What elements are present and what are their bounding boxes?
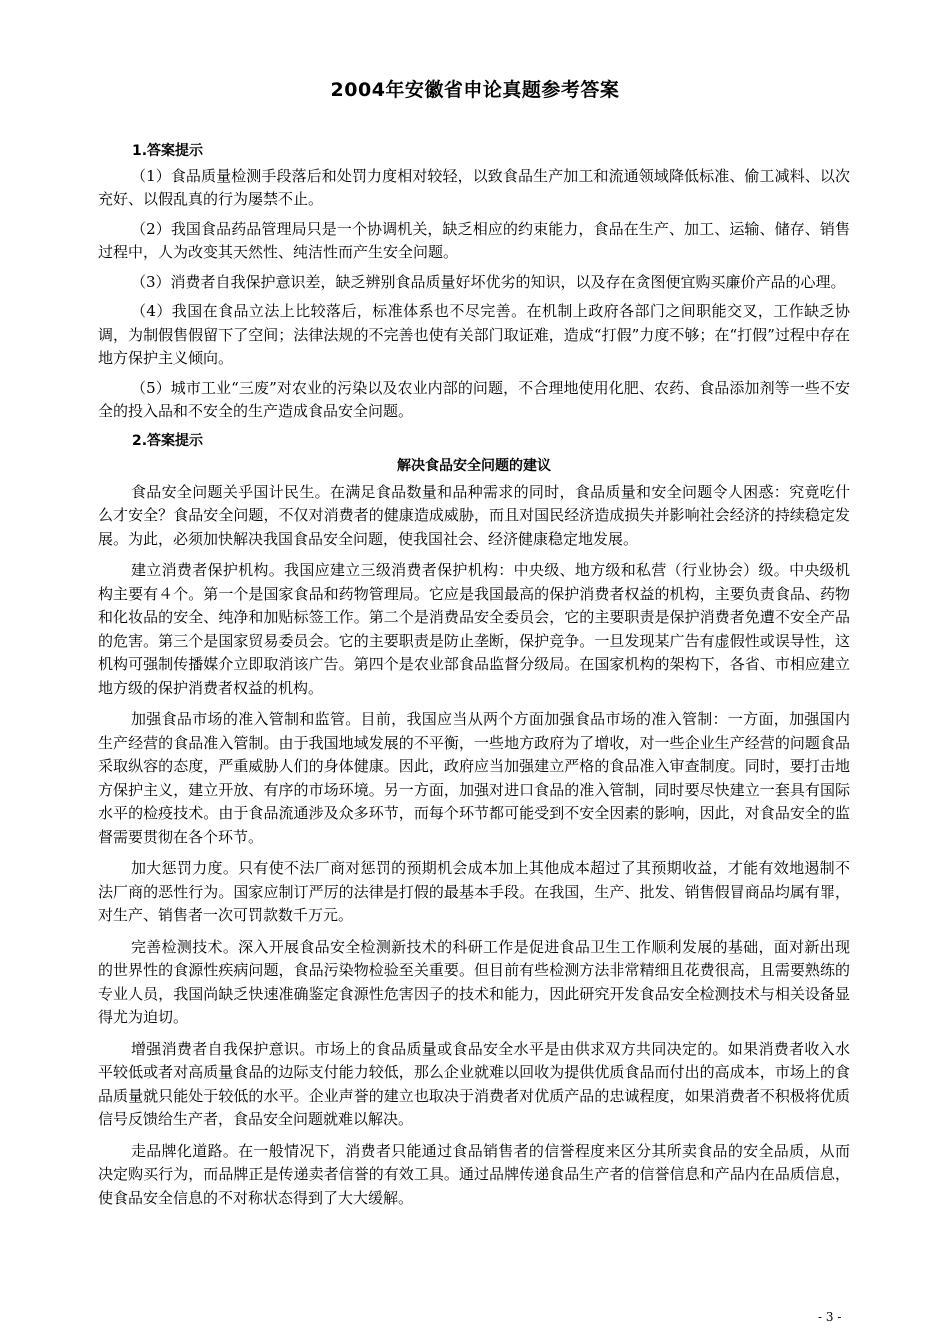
essay-paragraph-branding: 走品牌化道路。在一般情况下，消费者只能通过食品销售者的信誉程度来区分其所卖食品的安全品质，从而决定购买行为，而品牌正是传递卖者信誉的有效工具。通过品牌传递食品生产者的信誉信息和产品内在品质信息，使食品安全信息的不对称状态得到了大大缓解。 <box>98 1141 850 1207</box>
essay-paragraph-awareness: 增强消费者自我保护意识。市场上的食品质量或食品安全水平是由供求双方共同决定的。如果消费者收入水平较低或者对高质量食品的边际支付能力较低，那么企业就难以回收为提供优质食品而付出的高成本，市场上的食品质量就只能处于较低的水平。企业声誉的建立也取决于消费者对优质产品的忠诚程度，如果消费者不积极将优质信号反馈给生产者，食品安全问题就难以解决。 <box>98 1039 850 1128</box>
document-body <box>98 140 850 1218</box>
essay-paragraph-market-access: 加强食品市场的准入管制和监管。目前，我国应当从两个方面加强食品市场的准入管制：一方面，加强国内生产经营的食品准入管制。由于我国地域发展的不平衡，一些地方政府为了增收，对一些企业生产经营的问题食品采取纵容的态度，严重威胁人们的身体健康。因此，政府应当加强建立严格的食品准入审查制度。同时，要打击地方保护主义，建立开放、有序的市场环境。另一方面，加强对进口食品的准入管制，同时要尽快建立一套具有国际水平的检疫技术。由于食品流通涉及众多环节，而每个环节都可能受到不安全因素的影响，因此，对食品安全的监督需要贯彻在各个环节。 <box>98 710 850 846</box>
essay-paragraph-penalties: 加大惩罚力度。只有使不法厂商对惩罚的预期机会成本加上其他成本超过了其预期收益，才能有效地遏制不法厂商的恶性行为。国家应制订严厉的法律是打假的最基本手段。在我国，生产、批发、销售假冒商品均属有罪，对生产、销售者一次可罚款数千万元。 <box>98 859 850 924</box>
answer-item-4: （4）我国在食品立法上比较落后，标准体系也不尽完善。在机制上政府各部门之间职能交叉，工作缺乏协调，为制假售假留下了空间；法律法规的不完善也使有关部门取证难，造成“打假”力度不够；在“打假”过程中存在地方保护主义倾向。 <box>98 302 850 367</box>
essay-title: 解决食品安全问题的建议 <box>397 458 551 474</box>
answer-item-2: （2）我国食品药品管理局只是一个协调机关，缺乏相应的约束能力，食品在生产、加工、运输、储存、销售过程中，人为改变其天然性、纯洁性而产生安全问题。 <box>98 219 850 261</box>
essay-paragraph-consumer-protection: 建立消费者保护机构。我国应建立三级消费者保护机构：中央级、地方级和私营（行业协会）级。中央级机构主要有４个。第一个是国家食品和药物管理局。它应是我国最高的保护消费者权益的机构，主要负责食品、药物和化妆品的安全、纯净和加贴标签工作。第二个是消费品安全委员会，它的主要职责是保护消费者免遭不安全产品的危害。第三个是国家贸易委员会。它的主要职责是防止垄断，保护竞争。一旦发现某广告有虚假性或误导性，这机构可强制传播媒介立即取消该广告。第四个是农业部食品监督分级局。在国家机构的架构下，各省、市相应建立地方级的保护消费者权益的机构。 <box>98 561 850 697</box>
answer-item-5: （5）城市工业“三废”对农业的污染以及农业内部的问题，不合理地使用化肥、农药、食品添加剂等一些不安全的投入品和不安全的生产造成食品安全问题。 <box>98 378 850 420</box>
essay-paragraph-intro: 食品安全问题关乎国计民生。在满足食品数量和品种需求的同时，食品质量和安全问题令人困惑：究竟吃什么才安全？食品安全问题，不仅对消费者的健康造成威胁，而且对国民经济造成损失并影响社会经济的持续稳定发展。为此，必须加快解决我国食品安全问题，使我国社会、经济健康稳定地发展。 <box>98 482 850 548</box>
section-2-heading: 2.答案提示 <box>132 432 204 449</box>
section-1-heading: 1.答案提示 <box>132 143 204 159</box>
essay-paragraph-detection: 完善检测技术。深入开展食品安全检测新技术的科研工作是促进食品卫生工作顺利发展的基础，面对新出现的世界性的食源性疾病问题，食品污染物检验至关重要。但目前有些检测方法非常精细且花费很高，且需要熟练的专业人员，我国尚缺乏快速准确鉴定食源性危害因子的技术和能力，因此研究开发食品安全检测技术与相关设备显得尤为迫切。 <box>98 937 850 1026</box>
answer-item-1: （1）食品质量检测手段落后和处罚力度相对较轻，以致食品生产加工和流通领域降低标准、偷工减料、以次充好、以假乱真的行为屡禁不止。 <box>98 166 850 208</box>
page-number: - 3 - <box>818 1310 842 1324</box>
answer-item-3: （3）消费者自我保护意识差，缺乏辨别食品质量好坏优劣的知识，以及存在贪图便宜购买廉价产品的心理。 <box>131 272 846 291</box>
document-title: 2004年安徽省申论真题参考答案 <box>330 79 620 101</box>
